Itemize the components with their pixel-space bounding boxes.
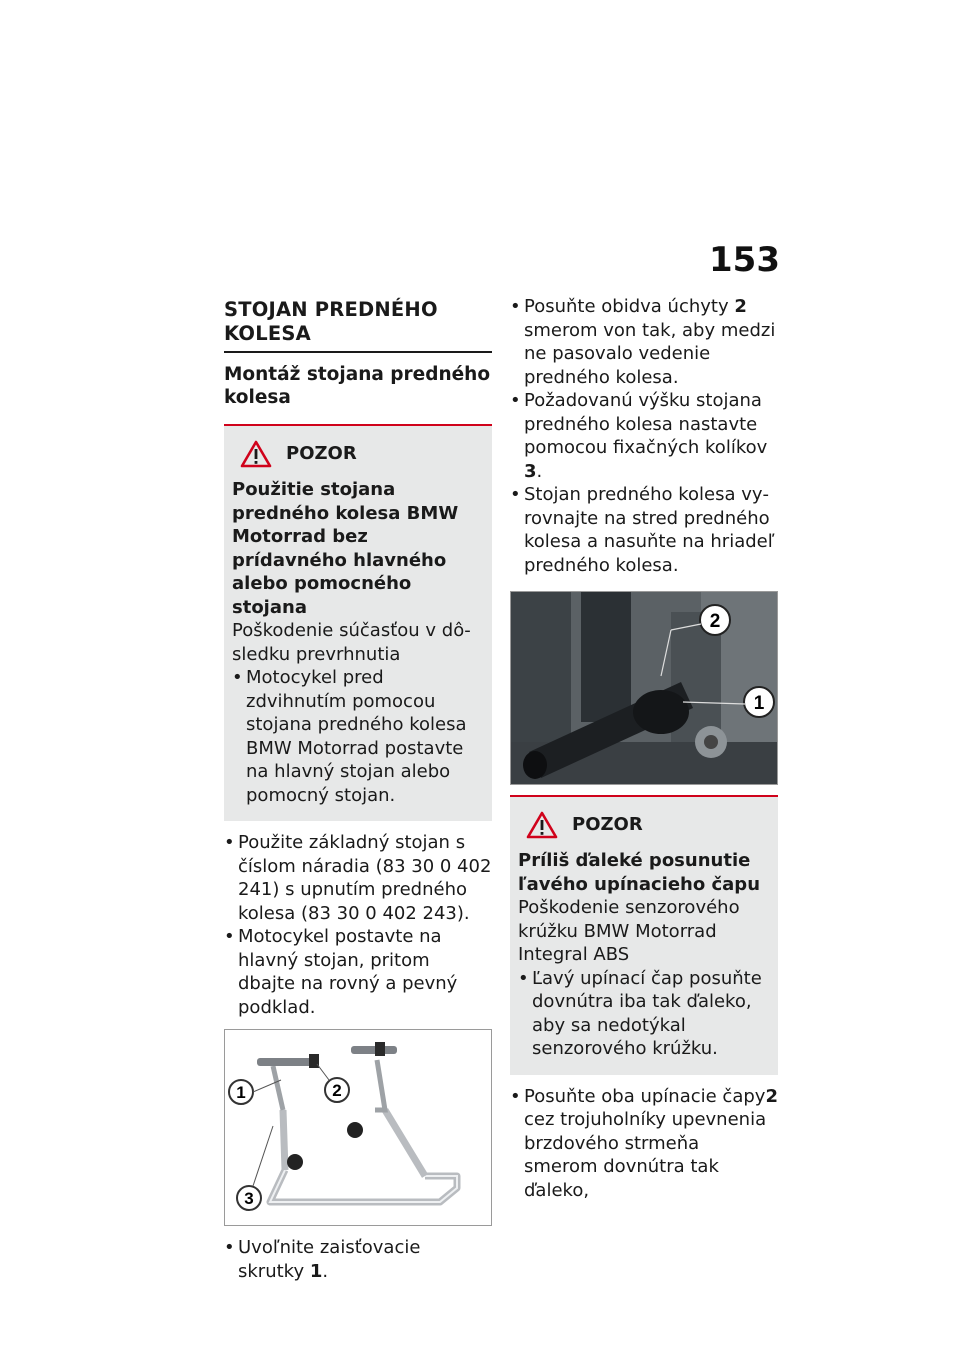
page-number: 153 (709, 240, 780, 280)
warning-bullets (232, 666, 484, 807)
instruction-list (510, 1085, 778, 1203)
instruction-list (510, 295, 778, 577)
figure-label: 2 (709, 611, 721, 632)
figure-stand (224, 1029, 492, 1226)
warning-label: POZOR (286, 443, 357, 465)
warning-label: POZOR (572, 814, 643, 836)
instruction-bullet: • Uvoľnite zaisťovacie skrutky 1. (224, 1236, 492, 1283)
instruction-list (224, 1236, 492, 1283)
warning-consequence: Poškodenie senzorového krúžku BMW Motorrad Integral ABS (518, 897, 740, 965)
warning-box (510, 795, 778, 1075)
warning-title: Príliš ďaleké posunutie ľavého upínacieho čapu (518, 850, 761, 895)
section-title: STOJAN PREDNÉHO KOLESA (224, 298, 438, 345)
figure-label: 2 (332, 1081, 342, 1100)
figure-label: 3 (244, 1189, 254, 1208)
instruction-list (224, 831, 492, 1019)
warning-bullet: • Motocykel pred zdvihnutím pomocou stojana predného kolesa BMW Motorrad postavte na hlavný stojan alebo pomocný stojan. (232, 666, 484, 807)
warning-bullet: • Ľavý upínací čap posuňte dovnútra iba tak ďaleko, aby sa nedotýkal senzorového krúžku. (518, 967, 770, 1061)
instruction-bullet: • Použite základný stojan s číslom náradia (83 30 0 402 241) s upnutím predného kolesa (83 30 0 402 243). (224, 831, 492, 925)
instruction-bullet: • Stojan predného kolesa vyrovnajte na stred predného kolesa a nasuňte na hriadeľ predného kolesa. (510, 483, 778, 577)
instruction-bullet: • Posuňte obidva úchyty 2 smerom von tak, aby medzi ne pasovalo vedenie predného kolesa. (510, 295, 778, 389)
fork-photo-illustration (511, 592, 777, 784)
left-column (224, 298, 492, 1283)
instruction-bullet: • Posuňte oba upínacie čapy2 cez trojuholníky upevnenia brzdového strmeňa smerom dovnútra tak ďaleko, (510, 1085, 778, 1203)
figure-label: 1 (753, 693, 765, 714)
warning-title: Použitie stojana predného kolesa BMW Motorrad bez prídavného hlavného alebo pomocného stojana (232, 479, 459, 618)
subsection-title: Montáž stojana predného kolesa (224, 364, 491, 408)
figure-fork-detail (510, 591, 778, 785)
instruction-bullet: • Požadovanú výšku stojana predného kolesa nastavte pomocou fixačných kolíkov 3. (510, 389, 778, 483)
warning-box (224, 424, 492, 821)
warning-bullets (518, 967, 770, 1061)
warning-header (240, 440, 484, 468)
warning-triangle-icon (240, 440, 272, 468)
section-rule (224, 351, 492, 353)
instruction-bullet: • Motocykel postavte na hlavný stojan, pritom dbajte na rovný a pevný podklad. (224, 925, 492, 1019)
figure-label: 1 (236, 1083, 246, 1102)
warning-header (526, 811, 770, 839)
stand-illustration (225, 1030, 491, 1225)
warning-triangle-icon (526, 811, 558, 839)
warning-consequence: Poškodenie súčasťou v dôsledku prevrhnutia (232, 620, 471, 665)
right-column (510, 295, 778, 1202)
